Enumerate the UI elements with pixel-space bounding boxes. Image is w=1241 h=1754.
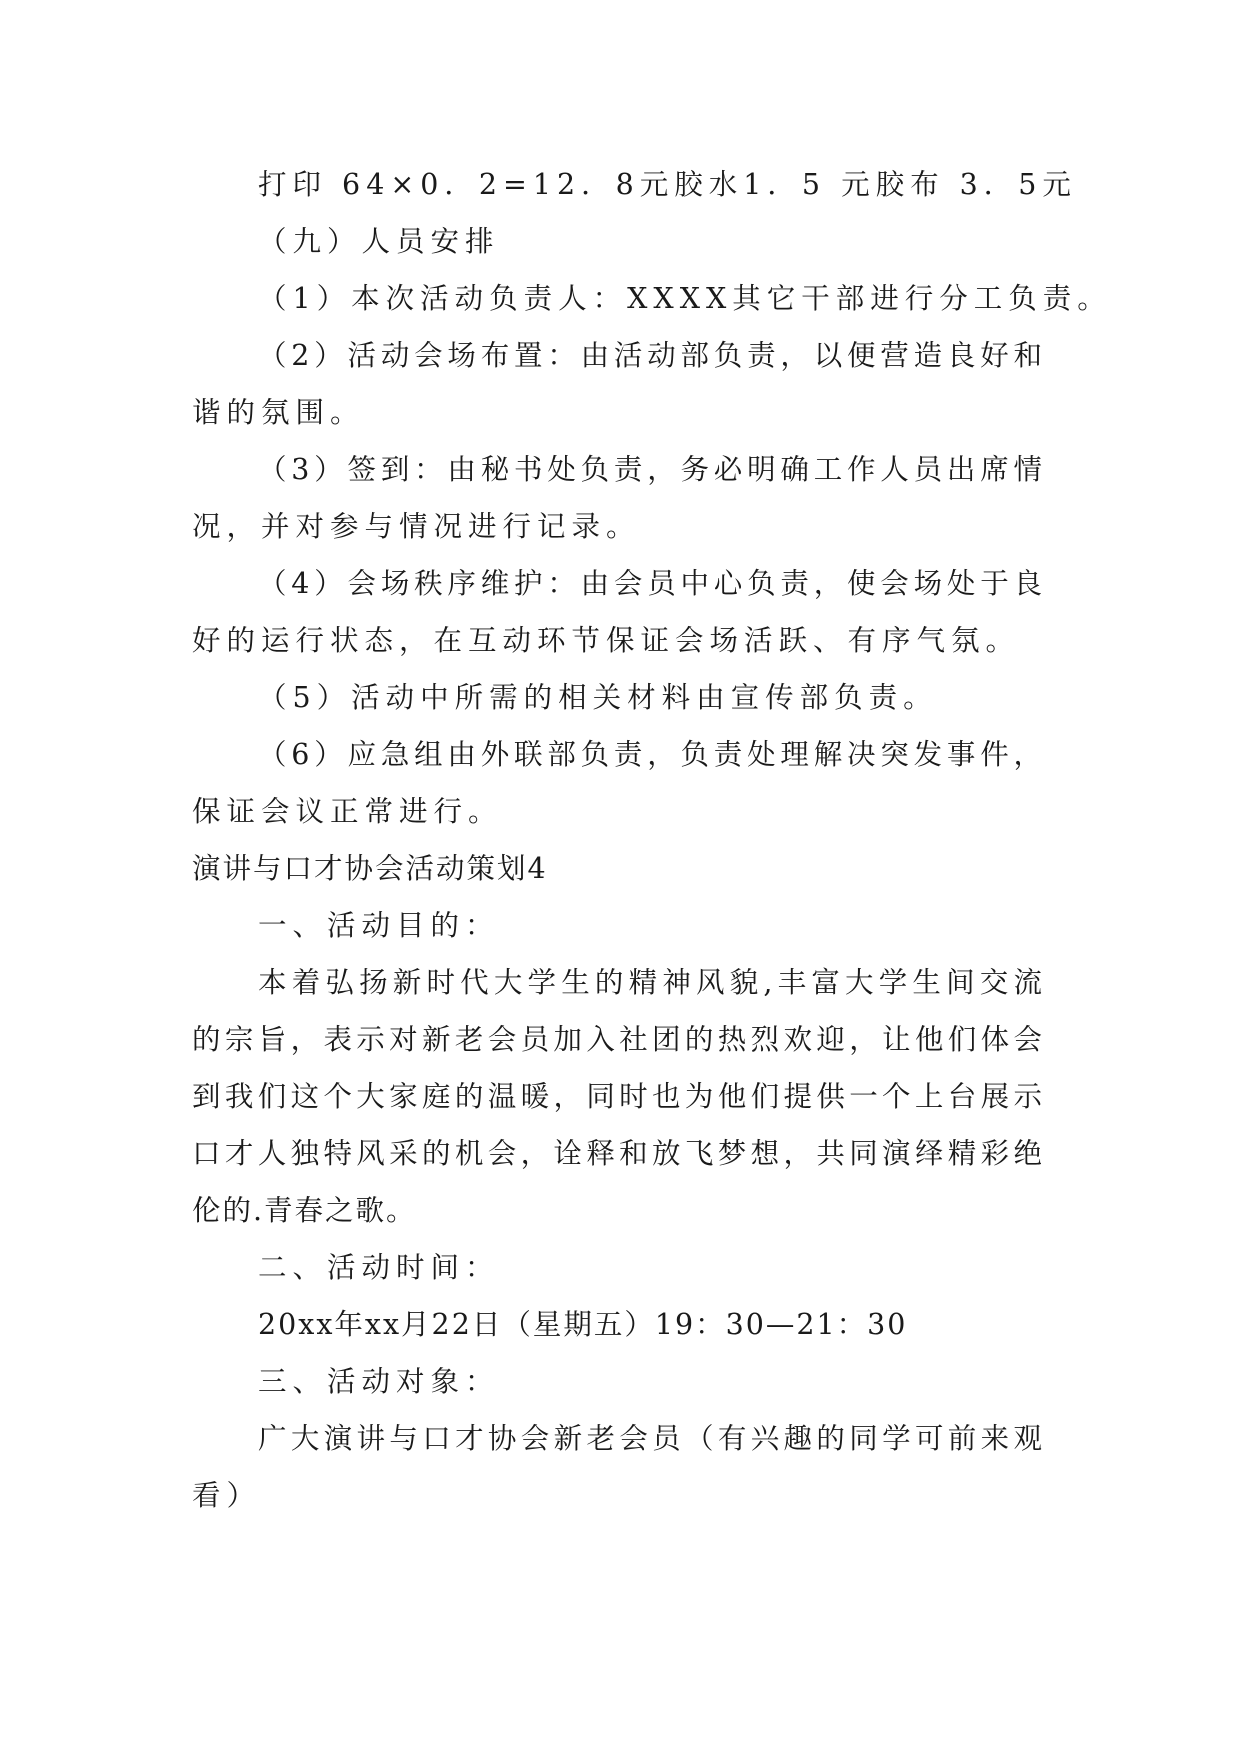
- purpose-paragraph-line-4: 口才人独特风采的机会，诠释和放飞梦想，共同演绎精彩绝: [192, 1137, 1044, 1170]
- section-heading-purpose: 一、活动目的：: [258, 909, 500, 942]
- audience-line-1: 广大演讲与口才协会新老会员（有兴趣的同学可前来观: [258, 1422, 1044, 1455]
- section-heading-time: 二、活动时间：: [258, 1251, 500, 1284]
- purpose-paragraph-line-2: 的宗旨，表示对新老会员加入社团的热烈欢迎，让他们体会: [192, 1023, 1044, 1056]
- staff-item-5: （5）活动中所需的相关材料由宣传部负责。: [258, 681, 938, 714]
- section-heading-staffing: （九）人员安排: [258, 225, 500, 258]
- staff-item-2: （2）活动会场布置：由活动部负责，以便营造良好和: [258, 339, 1044, 372]
- audience-line-2: 看）: [192, 1479, 262, 1512]
- purpose-paragraph-line-5: 伦的.青春之歌。: [192, 1194, 417, 1227]
- staff-item-6: （6）应急组由外联部负责，负责处理解决突发事件，: [258, 738, 1044, 771]
- event-time: 20xx年xx月22日（星期五）19：30—21：30: [258, 1308, 908, 1341]
- staff-item-4-continued: 好的运行状态，在互动环节保证会场活跃、有序气氛。: [192, 624, 1021, 657]
- staff-item-6-continued: 保证会议正常进行。: [192, 795, 503, 828]
- staff-item-3-continued: 况，并对参与情况进行记录。: [192, 510, 641, 543]
- section-heading-audience: 三、活动对象：: [258, 1365, 500, 1398]
- article-title: 演讲与口才协会活动策划4: [192, 852, 548, 885]
- budget-line: 打印 64×0．2=12．8元胶水1．5 元胶布 3．5元: [258, 168, 1077, 201]
- purpose-paragraph-line-3: 到我们这个大家庭的温暖，同时也为他们提供一个上台展示: [192, 1080, 1044, 1113]
- purpose-paragraph-line-1: 本着弘扬新时代大学生的精神风貌,丰富大学生间交流: [258, 966, 1044, 999]
- staff-item-1: （1）本次活动负责人：XXXX其它干部进行分工负责。: [258, 282, 1112, 315]
- staff-item-3: （3）签到：由秘书处负责，务必明确工作人员出席情: [258, 453, 1044, 486]
- staff-item-4: （4）会场秩序维护：由会员中心负责，使会场处于良: [258, 567, 1044, 600]
- staff-item-2-continued: 谐的氛围。: [192, 396, 365, 429]
